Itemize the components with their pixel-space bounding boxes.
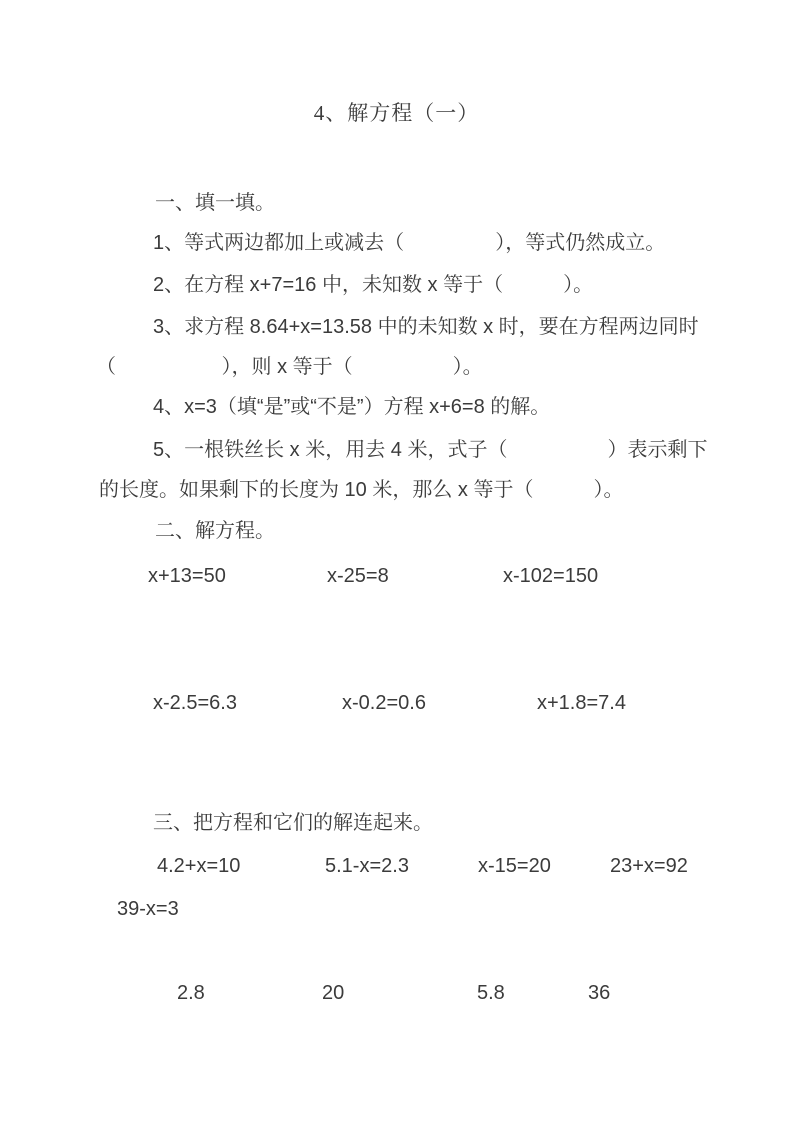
match-solution-2: 20 (322, 982, 345, 1004)
fill-blank-item-4: 4、x=3（填“是”或“不是”）方程 x+6=8 的解。 (153, 396, 551, 418)
fill-blank-item-2: 2、在方程 x+7=16 中，未知数 x 等于（ ）。 (153, 274, 594, 296)
match-solution-3: 5.8 (477, 982, 505, 1004)
equation-x-plus-13: x+13=50 (148, 565, 226, 587)
fill-blank-item-3-line-2: （ ），则 x 等于（ ）。 (96, 356, 483, 378)
match-equation-1: 4.2+x=10 (157, 855, 241, 877)
match-equation-3: x-15=20 (478, 855, 551, 877)
fill-blank-item-3-line-1: 3、求方程 8.64+x=13.58 中的未知数 x 时，要在方程两边同时 (153, 316, 699, 338)
match-equation-4: 23+x=92 (610, 855, 688, 877)
fill-blank-item-5-line-2: 的长度。如果剩下的长度为 10 米，那么 x 等于（ ）。 (99, 479, 624, 501)
section2-heading: 二、解方程。 (155, 520, 275, 542)
equation-x-minus-0-2: x-0.2=0.6 (342, 692, 426, 714)
equation-x-minus-25: x-25=8 (327, 565, 389, 587)
match-equation-5: 39-x=3 (117, 898, 179, 920)
fill-blank-item-5-line-1: 5、一根铁丝长 x 米，用去 4 米，式子（ ）表示剩下 (153, 439, 708, 461)
section1-heading: 一、填一填。 (155, 192, 275, 214)
worksheet-title: 4、解方程（一） (313, 101, 480, 125)
equation-x-plus-1-8: x+1.8=7.4 (537, 692, 626, 714)
match-equation-2: 5.1-x=2.3 (325, 855, 409, 877)
match-solution-1: 2.8 (177, 982, 205, 1004)
section3-heading: 三、把方程和它们的解连起来。 (153, 812, 433, 834)
equation-x-minus-102: x-102=150 (503, 565, 599, 587)
match-solution-4: 36 (588, 982, 611, 1004)
equation-x-minus-2-5: x-2.5=6.3 (153, 692, 237, 714)
fill-blank-item-1: 1、等式两边都加上或减去（ ），等式仍然成立。 (153, 232, 666, 254)
